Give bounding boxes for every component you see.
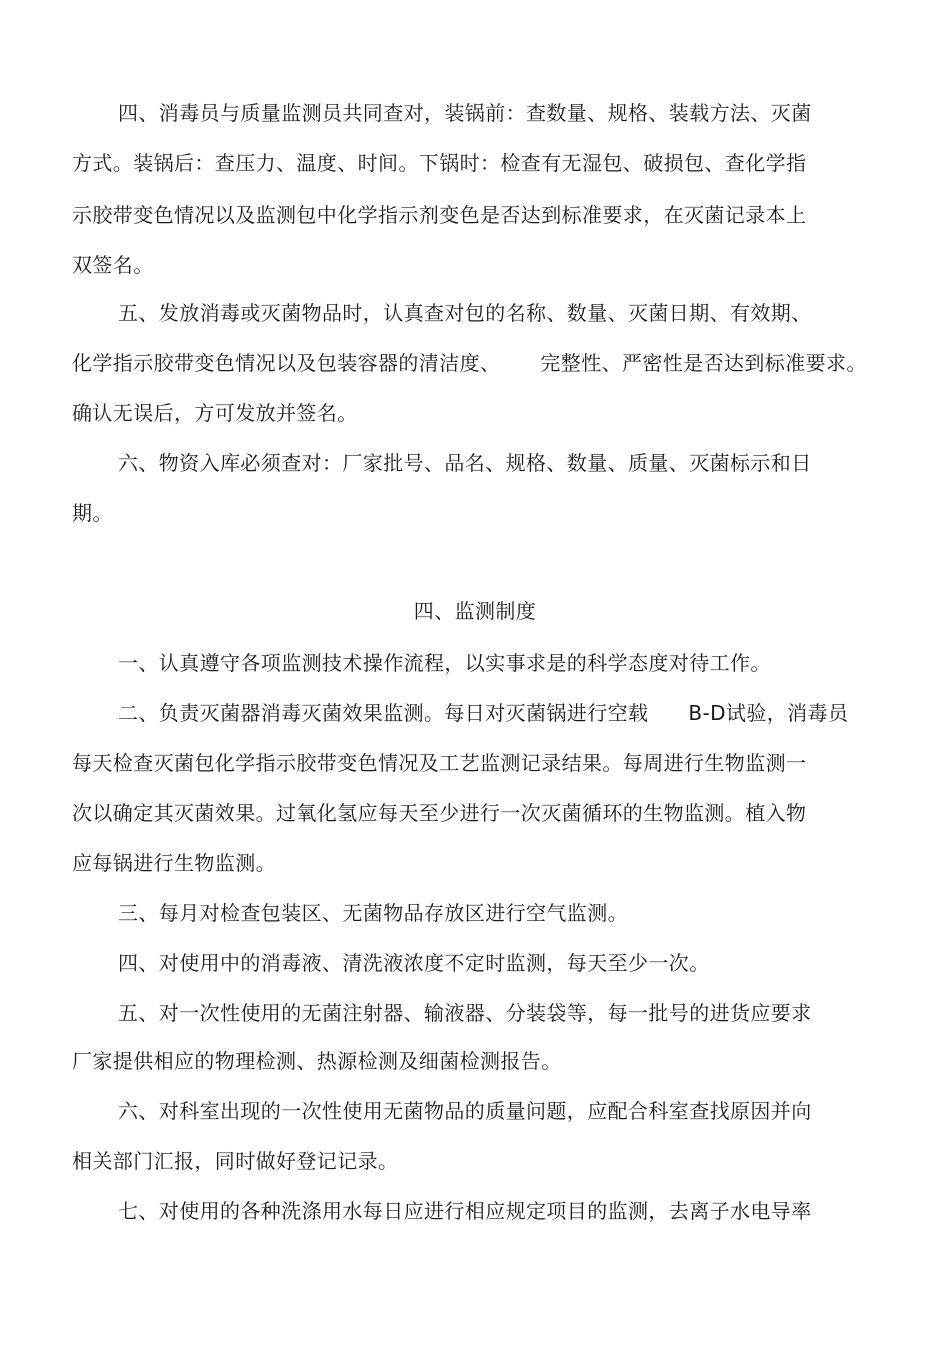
- paragraph-5-line-2-part-2: 完整性、严密性是否达到标准要求。: [540, 351, 867, 375]
- monitor-item-1: 一、认真遵守各项监测技术操作流程，以实事求是的科学态度对待工作。: [118, 651, 771, 675]
- monitor-item-2-line-2: 每天检查灭菌包化学指示胶带变色情况及工艺监测记录结果。每周进行生物监测一: [72, 751, 807, 775]
- section-heading: 四、监测制度: [413, 599, 537, 623]
- monitor-item-6-line-2: 相关部门汇报，同时做好登记记录。: [72, 1149, 399, 1173]
- monitor-item-3: 三、每月对检查包装区、无菌物品存放区进行空气监测。: [118, 901, 628, 925]
- monitor-item-5-line-2: 厂家提供相应的物理检测、热源检测及细菌检测报告。: [72, 1049, 562, 1073]
- monitor-item-7-line-1: 七、对使用的各种洗涤用水每日应进行相应规定项目的监测，去离子水电导率: [118, 1199, 812, 1223]
- monitor-item-2-line-3: 次以确定其灭菌效果。过氧化氢应每天至少进行一次灭菌循环的生物监测。植入物: [72, 801, 807, 825]
- monitor-item-2-line-1: [118, 700, 848, 726]
- paragraph-4-line-3: 示胶带变色情况以及监测包中化学指示剂变色是否达到标准要求，在灭菌记录本上: [72, 203, 807, 227]
- paragraph-6-line-1: 六、物资入库必须查对：厂家批号、品名、规格、数量、质量、灭菌标示和日: [118, 451, 812, 475]
- paragraph-5-line-2-part-1: 化学指示胶带变色情况以及包装容器的清洁度、: [72, 351, 501, 375]
- monitor-item-4: 四、对使用中的消毒液、清洗液浓度不定时监测，每天至少一次。: [118, 951, 710, 975]
- paragraph-4-line-2: 方式。装锅后：查压力、温度、时间。下锅时：检查有无湿包、破损包、查化学指: [72, 151, 807, 175]
- paragraph-4-line-1: 四、消毒员与质量监测员共同查对，装锅前：查数量、规格、装载方法、灭菌: [118, 101, 812, 125]
- monitor-item-5-line-1: 五、对一次性使用的无菌注射器、输液器、分装袋等，每一批号的进货应要求: [118, 1001, 812, 1025]
- paragraph-4-line-4: 双签名。: [72, 253, 154, 277]
- paragraph-5-line-3: 确认无误后，方可发放并签名。: [72, 401, 358, 425]
- paragraph-5-line-1: 五、发放消毒或灭菌物品时，认真查对包的名称、数量、灭菌日期、有效期、: [118, 301, 812, 325]
- monitor-item-2-line-1-part-1: 二、负责灭菌器消毒灭菌效果监测。每日对灭菌锅进行空载: [118, 701, 649, 725]
- monitor-item-2-line-4: 应每锅进行生物监测。: [72, 851, 276, 875]
- paragraph-5-line-2: [72, 350, 867, 376]
- paragraph-6-line-2: 期。: [72, 501, 113, 525]
- monitor-item-2-line-1-part-2: B-D试验，消毒员: [688, 701, 849, 725]
- monitor-item-6-line-1: 六、对科室出现的一次性使用无菌物品的质量问题，应配合科室查找原因并向: [118, 1099, 812, 1123]
